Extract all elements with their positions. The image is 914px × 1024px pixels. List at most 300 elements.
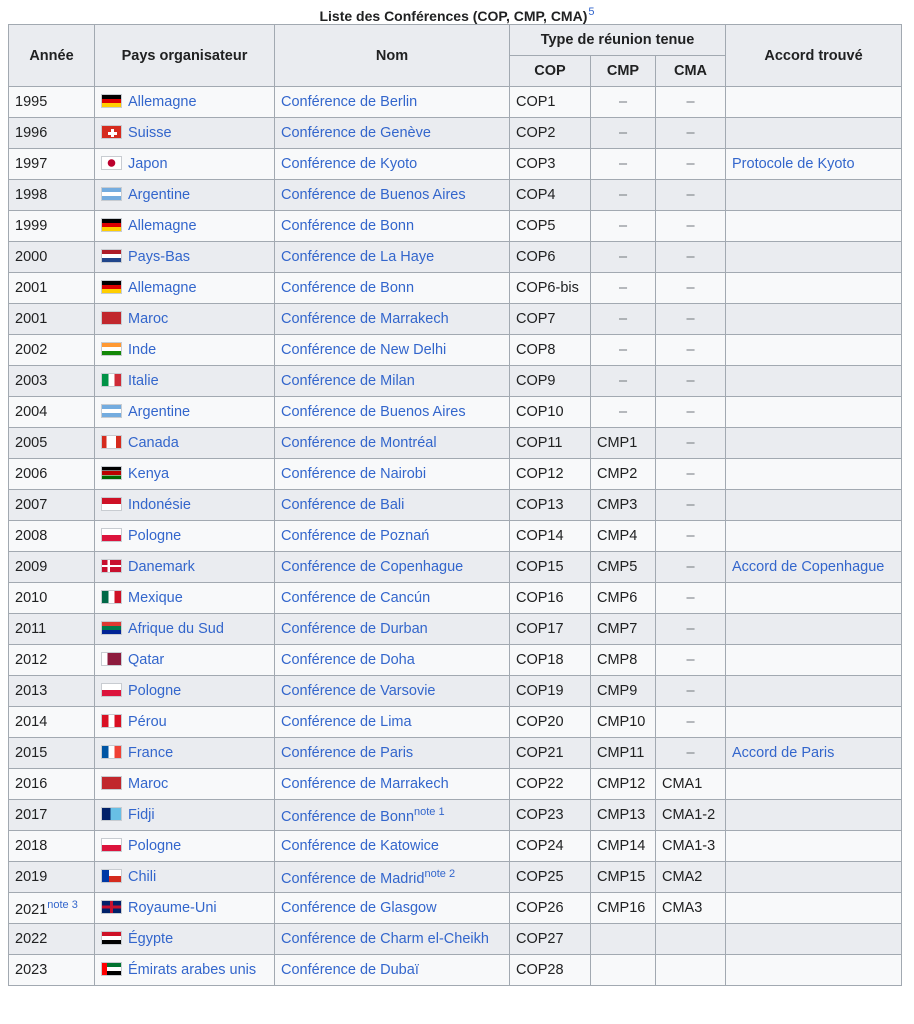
year-text: 1996 xyxy=(15,125,48,141)
cell-cma: – xyxy=(656,738,726,769)
conference-link[interactable]: Conférence de Nairobi xyxy=(281,466,427,482)
cell-country xyxy=(95,149,275,180)
switzerland-flag-icon xyxy=(101,125,122,139)
cell-cop: COP7 xyxy=(510,304,591,335)
cell-year xyxy=(9,211,95,242)
table-row xyxy=(9,490,902,521)
cell-cmp: – xyxy=(591,242,656,273)
cell-cma: – xyxy=(656,273,726,304)
cell-cma: – xyxy=(656,552,726,583)
germany-flag-icon xyxy=(101,218,122,232)
country-link[interactable]: Émirats arabes unis xyxy=(128,962,257,978)
conference-link[interactable]: Conférence de Milan xyxy=(281,373,415,389)
cell-cma: – xyxy=(656,87,726,118)
year-text: 2018 xyxy=(15,838,48,854)
cell-country xyxy=(95,397,275,428)
denmark-flag-icon xyxy=(101,559,122,573)
cell-accord xyxy=(726,552,902,583)
conferences-table xyxy=(8,24,902,986)
country-link[interactable]: Argentine xyxy=(128,187,191,203)
country-link[interactable]: France xyxy=(128,745,174,761)
cell-cma: CMA2 xyxy=(656,862,726,893)
cell-cmp: – xyxy=(591,335,656,366)
conference-link[interactable]: Conférence de Bonn xyxy=(281,280,415,296)
cell-cmp: CMP12 xyxy=(591,769,656,800)
cell-year xyxy=(9,738,95,769)
cell-accord xyxy=(726,521,902,552)
cell-name xyxy=(275,335,510,366)
country-link[interactable]: Pologne xyxy=(128,528,182,544)
year-text: 1995 xyxy=(15,94,48,110)
conference-link[interactable]: Conférence de Doha xyxy=(281,652,415,668)
cell-country xyxy=(95,335,275,366)
cell-name xyxy=(275,955,510,986)
cell-year xyxy=(9,273,95,304)
year-text: 2019 xyxy=(15,869,48,885)
cell-country xyxy=(95,304,275,335)
egypt-flag-icon xyxy=(101,931,122,945)
cell-cma: – xyxy=(656,211,726,242)
table-row xyxy=(9,800,902,831)
france-flag-icon xyxy=(101,745,122,759)
country-link[interactable]: Fidji xyxy=(128,807,155,823)
accord-link[interactable]: Protocole de Kyoto xyxy=(732,156,855,172)
table-row xyxy=(9,521,902,552)
country-link[interactable]: Maroc xyxy=(128,776,169,792)
cell-name xyxy=(275,862,510,893)
cell-name xyxy=(275,676,510,707)
country-link[interactable]: Allemagne xyxy=(128,94,197,110)
cell-cma: CMA1-2 xyxy=(656,800,726,831)
cell-country xyxy=(95,118,275,149)
accord-link[interactable]: Accord de Paris xyxy=(732,745,835,761)
country-link[interactable]: Allemagne xyxy=(128,280,197,296)
cell-cmp: CMP2 xyxy=(591,459,656,490)
cell-country xyxy=(95,87,275,118)
table-row xyxy=(9,242,902,273)
header-annee: Année xyxy=(9,25,95,87)
cell-cma xyxy=(656,955,726,986)
mexico-flag-icon xyxy=(101,590,122,604)
cell-country xyxy=(95,676,275,707)
cell-name xyxy=(275,707,510,738)
cell-accord xyxy=(726,273,902,304)
uae-flag-icon xyxy=(101,962,122,976)
cell-accord xyxy=(726,304,902,335)
cell-country xyxy=(95,955,275,986)
cell-cma xyxy=(656,924,726,955)
conference-link[interactable]: Conférence de Buenos Aires xyxy=(281,404,466,420)
cell-accord xyxy=(726,211,902,242)
cell-accord xyxy=(726,459,902,490)
cell-cop: COP25 xyxy=(510,862,591,893)
cell-year xyxy=(9,149,95,180)
country-link[interactable]: Maroc xyxy=(128,311,169,327)
country-link[interactable]: Allemagne xyxy=(128,218,197,234)
cell-cma: CMA1 xyxy=(656,769,726,800)
country-link[interactable]: Pays-Bas xyxy=(128,249,191,265)
country-link[interactable]: Pologne xyxy=(128,683,182,699)
cell-name xyxy=(275,459,510,490)
kenya-flag-icon xyxy=(101,466,122,480)
cell-cmp: – xyxy=(591,87,656,118)
netherlands-flag-icon xyxy=(101,249,122,263)
country-link[interactable]: Pérou xyxy=(128,714,167,730)
country-link[interactable]: Inde xyxy=(128,342,157,358)
cell-name xyxy=(275,924,510,955)
cell-cop: COP11 xyxy=(510,428,591,459)
country-link[interactable]: Mexique xyxy=(128,590,183,606)
cell-cop: COP12 xyxy=(510,459,591,490)
cell-cma: – xyxy=(656,366,726,397)
year-text: 2006 xyxy=(15,466,48,482)
table-row xyxy=(9,583,902,614)
cell-cmp: CMP5 xyxy=(591,552,656,583)
table-row xyxy=(9,149,902,180)
peru-flag-icon xyxy=(101,714,122,728)
japan-flag-icon xyxy=(101,156,122,170)
cell-name xyxy=(275,552,510,583)
cell-country xyxy=(95,366,275,397)
cell-country xyxy=(95,707,275,738)
cell-country xyxy=(95,645,275,676)
cell-accord xyxy=(726,707,902,738)
cell-cop: COP6-bis xyxy=(510,273,591,304)
conference-link[interactable]: Conférence de Copenhague xyxy=(281,559,464,575)
cell-cmp: – xyxy=(591,180,656,211)
conference-link[interactable]: Conférence de Marrakech xyxy=(281,776,449,792)
year-text: 2003 xyxy=(15,373,48,389)
cell-cop: COP17 xyxy=(510,614,591,645)
indonesia-flag-icon xyxy=(101,497,122,511)
cell-year xyxy=(9,180,95,211)
cell-cop: COP27 xyxy=(510,924,591,955)
cell-country xyxy=(95,583,275,614)
year-text: 2016 xyxy=(15,776,48,792)
year-note-link[interactable]: note 3 xyxy=(47,898,78,911)
country-link[interactable]: Argentine xyxy=(128,404,191,420)
table-caption xyxy=(0,0,914,22)
cell-accord xyxy=(726,242,902,273)
table-row xyxy=(9,738,902,769)
cell-accord xyxy=(726,831,902,862)
table-body xyxy=(9,87,902,986)
cell-name xyxy=(275,831,510,862)
table-row xyxy=(9,304,902,335)
cell-cmp: CMP1 xyxy=(591,428,656,459)
table-row xyxy=(9,552,902,583)
cell-cmp: CMP6 xyxy=(591,583,656,614)
cell-country xyxy=(95,521,275,552)
year-text: 2023 xyxy=(15,962,48,978)
cell-country xyxy=(95,800,275,831)
cell-name xyxy=(275,304,510,335)
conference-link[interactable]: Conférence de Bali xyxy=(281,497,405,513)
cell-cma: – xyxy=(656,397,726,428)
country-link[interactable]: Indonésie xyxy=(128,497,191,513)
cell-name xyxy=(275,800,510,831)
year-text: 2017 xyxy=(15,807,48,823)
table-row xyxy=(9,87,902,118)
cell-cop: COP9 xyxy=(510,366,591,397)
table-row xyxy=(9,335,902,366)
header-cmp: CMP xyxy=(591,56,656,87)
country-link[interactable]: Qatar xyxy=(128,652,165,668)
cell-accord xyxy=(726,335,902,366)
conference-link[interactable]: Conférence de Lima xyxy=(281,714,412,730)
cell-cmp xyxy=(591,924,656,955)
cell-cop: COP28 xyxy=(510,955,591,986)
cell-cop: COP22 xyxy=(510,769,591,800)
cell-name xyxy=(275,738,510,769)
chile-flag-icon xyxy=(101,869,122,883)
cell-accord xyxy=(726,583,902,614)
name-note-link[interactable]: note 1 xyxy=(414,805,445,818)
conference-link[interactable]: Conférence de Glasgow xyxy=(281,900,437,916)
argentina-flag-icon xyxy=(101,404,122,418)
cell-year xyxy=(9,118,95,149)
cell-accord xyxy=(726,118,902,149)
header-nom: Nom xyxy=(275,25,510,87)
conference-link[interactable]: Conférence de Bonn xyxy=(281,808,415,825)
cell-cop: COP4 xyxy=(510,180,591,211)
table-row xyxy=(9,676,902,707)
cell-accord xyxy=(726,955,902,986)
cell-year xyxy=(9,335,95,366)
cell-year xyxy=(9,645,95,676)
cell-cma: – xyxy=(656,304,726,335)
cell-country xyxy=(95,211,275,242)
cell-cmp: CMP10 xyxy=(591,707,656,738)
cell-country xyxy=(95,242,275,273)
conference-link[interactable]: Conférence de Madrid xyxy=(281,870,425,887)
cell-cmp: – xyxy=(591,397,656,428)
germany-flag-icon xyxy=(101,280,122,294)
cell-year xyxy=(9,707,95,738)
year-text: 2002 xyxy=(15,342,48,358)
cell-cmp: CMP7 xyxy=(591,614,656,645)
table-row xyxy=(9,924,902,955)
cell-cmp: – xyxy=(591,304,656,335)
cell-cop: COP14 xyxy=(510,521,591,552)
country-link[interactable]: Pologne xyxy=(128,838,182,854)
country-link[interactable]: Italie xyxy=(128,373,159,389)
qatar-flag-icon xyxy=(101,652,122,666)
year-text: 1999 xyxy=(15,218,48,234)
poland-flag-icon xyxy=(101,683,122,697)
cell-accord xyxy=(726,490,902,521)
cell-cop: COP16 xyxy=(510,583,591,614)
cell-year xyxy=(9,862,95,893)
cell-cma: – xyxy=(656,428,726,459)
conference-link[interactable]: Conférence de Durban xyxy=(281,621,428,637)
cell-country xyxy=(95,428,275,459)
cell-accord xyxy=(726,645,902,676)
canada-flag-icon xyxy=(101,435,122,449)
header-pays: Pays organisateur xyxy=(95,25,275,87)
table-row xyxy=(9,769,902,800)
cell-cmp: CMP11 xyxy=(591,738,656,769)
caption-title: Liste des Conférences (COP, CMP, CMA) xyxy=(319,8,588,24)
year-text: 2011 xyxy=(15,621,47,637)
cell-year xyxy=(9,831,95,862)
cell-year xyxy=(9,490,95,521)
cell-country xyxy=(95,459,275,490)
cell-cop: COP15 xyxy=(510,552,591,583)
table-row xyxy=(9,707,902,738)
conference-link[interactable]: Conférence de Charm el-Cheikh xyxy=(281,931,489,947)
country-link[interactable]: Chili xyxy=(128,869,157,885)
country-link[interactable]: Égypte xyxy=(128,931,174,947)
accord-link[interactable]: Accord de Copenhague xyxy=(732,559,885,575)
cell-year xyxy=(9,924,95,955)
cell-year xyxy=(9,955,95,986)
country-link[interactable]: Canada xyxy=(128,435,179,451)
cell-cmp: – xyxy=(591,366,656,397)
cell-cmp: CMP13 xyxy=(591,800,656,831)
germany-flag-icon xyxy=(101,94,122,108)
cell-cma: CMA1-3 xyxy=(656,831,726,862)
header-type-reunion: Type de réunion tenue xyxy=(510,25,726,56)
conference-link[interactable]: Conférence de Berlin xyxy=(281,94,418,110)
conference-link[interactable]: Conférence de New Delhi xyxy=(281,342,447,358)
cell-cma: – xyxy=(656,645,726,676)
cell-year xyxy=(9,800,95,831)
conference-link[interactable]: Conférence de Genève xyxy=(281,125,431,141)
italy-flag-icon xyxy=(101,373,122,387)
cell-cmp: CMP3 xyxy=(591,490,656,521)
cell-year xyxy=(9,366,95,397)
poland-flag-icon xyxy=(101,838,122,852)
cell-country xyxy=(95,273,275,304)
cell-year xyxy=(9,893,95,924)
conference-link[interactable]: Conférence de La Haye xyxy=(281,249,435,265)
table-row xyxy=(9,645,902,676)
country-link[interactable]: Afrique du Sud xyxy=(128,621,224,637)
cell-cma: – xyxy=(656,521,726,552)
cell-name xyxy=(275,893,510,924)
conference-link[interactable]: Conférence de Buenos Aires xyxy=(281,187,466,203)
cell-year xyxy=(9,242,95,273)
cell-year xyxy=(9,459,95,490)
cell-cma: – xyxy=(656,149,726,180)
year-text: 2000 xyxy=(15,249,48,265)
year-text: 1998 xyxy=(15,187,48,203)
cell-name xyxy=(275,242,510,273)
cell-cop: COP13 xyxy=(510,490,591,521)
cell-accord xyxy=(726,800,902,831)
cell-name xyxy=(275,180,510,211)
year-text: 2009 xyxy=(15,559,48,575)
cell-name xyxy=(275,583,510,614)
table-row xyxy=(9,459,902,490)
morocco-flag-icon xyxy=(101,311,122,325)
cell-cop: COP3 xyxy=(510,149,591,180)
cell-accord xyxy=(726,738,902,769)
caption-ref-link[interactable]: 5 xyxy=(588,6,595,18)
cell-year xyxy=(9,769,95,800)
cell-cma: – xyxy=(656,583,726,614)
header-cop: COP xyxy=(510,56,591,87)
cell-cop: COP2 xyxy=(510,118,591,149)
cell-name xyxy=(275,645,510,676)
cell-cop: COP18 xyxy=(510,645,591,676)
header-cma: CMA xyxy=(656,56,726,87)
uk-flag-icon xyxy=(101,900,122,914)
cell-year xyxy=(9,397,95,428)
cell-cma: – xyxy=(656,242,726,273)
conference-link[interactable]: Conférence de Paris xyxy=(281,745,414,761)
cell-name xyxy=(275,428,510,459)
table-row xyxy=(9,273,902,304)
cell-year xyxy=(9,614,95,645)
year-text: 2021 xyxy=(15,901,48,918)
country-link[interactable]: Japon xyxy=(128,156,168,172)
conference-link[interactable]: Conférence de Poznań xyxy=(281,528,430,544)
table-row xyxy=(9,118,902,149)
cell-cop: COP23 xyxy=(510,800,591,831)
conference-link[interactable]: Conférence de Varsovie xyxy=(281,683,436,699)
table-row xyxy=(9,893,902,924)
fiji-flag-icon xyxy=(101,807,122,821)
cell-accord xyxy=(726,676,902,707)
cell-cop: COP19 xyxy=(510,676,591,707)
cell-cma: – xyxy=(656,459,726,490)
country-link[interactable]: Suisse xyxy=(128,125,172,141)
cell-country xyxy=(95,769,275,800)
conference-link[interactable]: Conférence de Cancún xyxy=(281,590,431,606)
cell-year xyxy=(9,304,95,335)
cell-cmp: – xyxy=(591,273,656,304)
cell-cmp: CMP15 xyxy=(591,862,656,893)
year-text: 1997 xyxy=(15,156,48,172)
conference-link[interactable]: Conférence de Bonn xyxy=(281,218,415,234)
argentina-flag-icon xyxy=(101,187,122,201)
poland-flag-icon xyxy=(101,528,122,542)
morocco-flag-icon xyxy=(101,776,122,790)
cell-cmp: CMP16 xyxy=(591,893,656,924)
cell-name xyxy=(275,87,510,118)
cell-cma: CMA3 xyxy=(656,893,726,924)
conference-link[interactable]: Conférence de Dubaï xyxy=(281,962,419,978)
country-link[interactable]: Royaume-Uni xyxy=(128,900,217,916)
cell-cma: – xyxy=(656,707,726,738)
year-text: 2012 xyxy=(15,652,48,668)
conference-link[interactable]: Conférence de Montréal xyxy=(281,435,437,451)
year-text: 2001 xyxy=(15,311,48,327)
conference-link[interactable]: Conférence de Marrakech xyxy=(281,311,449,327)
cell-cop: COP21 xyxy=(510,738,591,769)
name-note-link[interactable]: note 2 xyxy=(424,867,456,880)
conference-link[interactable]: Conférence de Katowice xyxy=(281,838,439,854)
cell-cop: COP5 xyxy=(510,211,591,242)
country-link[interactable]: Kenya xyxy=(128,466,170,482)
cell-name xyxy=(275,521,510,552)
cell-accord xyxy=(726,862,902,893)
cell-year xyxy=(9,552,95,583)
year-text: 2015 xyxy=(15,745,48,761)
cell-cmp: – xyxy=(591,118,656,149)
country-link[interactable]: Danemark xyxy=(128,559,195,575)
cell-country xyxy=(95,862,275,893)
cell-year xyxy=(9,87,95,118)
conference-link[interactable]: Conférence de Kyoto xyxy=(281,156,418,172)
cell-cmp: CMP14 xyxy=(591,831,656,862)
cell-accord xyxy=(726,924,902,955)
cell-name xyxy=(275,273,510,304)
cell-cma: – xyxy=(656,180,726,211)
table-row xyxy=(9,614,902,645)
